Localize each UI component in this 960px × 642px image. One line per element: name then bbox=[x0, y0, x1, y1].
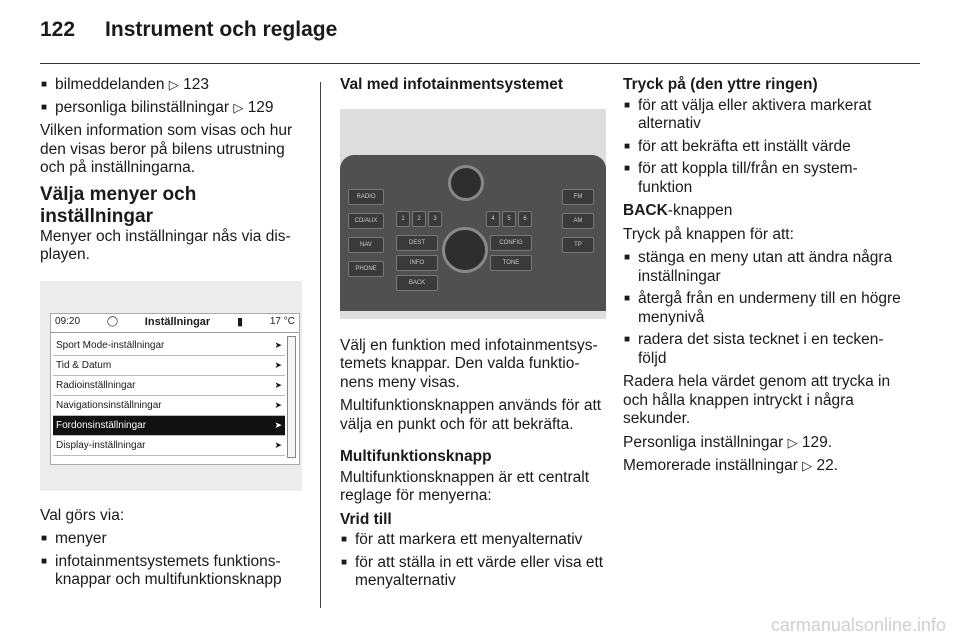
menu-item-selected: Fordonsinställningar ➤ bbox=[53, 416, 285, 436]
list-item: ■ för att markera ett menyalternativ bbox=[340, 531, 606, 550]
subheading-turn: Vrid till bbox=[340, 510, 392, 528]
list-item: ■ för att ställa in ett värde eller visa ett menyalternativ bbox=[340, 554, 606, 591]
screen-time: 09:20 bbox=[55, 316, 81, 328]
list-item: ■ personliga bilinställningar ▷ 129 bbox=[40, 99, 308, 118]
fm-button: FM bbox=[562, 189, 594, 205]
press-bullet-list bbox=[623, 97, 910, 198]
chevron-right-icon: ➤ bbox=[274, 419, 282, 430]
memory-settings-ref: Memorerade inställningar ▷ 22. bbox=[623, 457, 839, 474]
cd-aux-button: CD/AUX bbox=[348, 213, 384, 229]
list-item: ■ infotainmentsystemets funktions-knappar och multifunktionsknapp bbox=[40, 553, 308, 590]
radio-button: RADIO bbox=[348, 189, 384, 205]
top-bullet-list bbox=[40, 76, 308, 117]
chevron-right-icon: ➤ bbox=[274, 379, 282, 390]
display-screen bbox=[50, 313, 300, 465]
list-item: ■ stänga en meny utan att ändra några inställningar bbox=[623, 249, 910, 286]
menu-item: Radioinställningar ➤ bbox=[53, 376, 285, 396]
dest-button: DEST bbox=[396, 235, 438, 251]
paragraph: Radera hela värdet genom att trycka in och hålla knappen intryckt i några sekunder. bbox=[623, 373, 891, 427]
section-heading: Välja menyer och inställningar bbox=[40, 183, 197, 227]
turn-bullet-list bbox=[340, 531, 606, 591]
back-heading: BACK-knappen bbox=[623, 202, 733, 219]
via-label: Val görs via: bbox=[40, 506, 125, 524]
clock-icon: ◯ bbox=[106, 316, 119, 328]
column-2 bbox=[340, 76, 606, 596]
list-item: ■ återgå från en undermeny till en högre menynivå bbox=[623, 290, 910, 327]
tone-button: TONE bbox=[490, 255, 532, 271]
console-panel bbox=[340, 155, 606, 311]
preset-3-button: 3 bbox=[428, 211, 442, 227]
list-item: ■ för att koppla till/från en system-funktion bbox=[623, 160, 910, 197]
list-item: ■ för att bekräfta ett inställt värde bbox=[623, 138, 910, 157]
chapter-title: Instrument och reglage bbox=[105, 18, 338, 41]
section-heading: Val med infotainmentsystemet bbox=[340, 76, 564, 93]
list-item: ■ menyer bbox=[40, 530, 308, 549]
info-paragraph: Vilken information som visas och hur den visas beror på bilens utrustning och på inställningarna. bbox=[40, 122, 293, 176]
screen-status-bar bbox=[51, 314, 299, 333]
multifunction-knob bbox=[442, 227, 488, 273]
settings-screen-illustration bbox=[40, 281, 302, 491]
menu-item: Navigationsinställningar ➤ bbox=[53, 396, 285, 416]
header-rule bbox=[40, 63, 920, 64]
preset-6-button: 6 bbox=[518, 211, 532, 227]
page-ref: 123 bbox=[183, 76, 209, 93]
paragraph: Multifunktionsknappen är ett centralt reglage för menyerna: bbox=[340, 468, 589, 504]
tp-button: TP bbox=[562, 237, 594, 253]
arrow-icon: ▷ bbox=[233, 99, 244, 115]
menu-item: Sport Mode-inställningar ➤ bbox=[53, 336, 285, 356]
intro-paragraph: Menyer och inställningar nås via dis-playen. bbox=[40, 227, 291, 263]
section-heading: Tryck på (den yttre ringen) bbox=[623, 76, 818, 93]
via-bullet-list bbox=[40, 530, 308, 590]
page-header bbox=[40, 18, 337, 50]
paragraph: Multifunktionsknappen används för att välja en punkt och för att bekräfta. bbox=[340, 397, 602, 433]
chevron-right-icon: ➤ bbox=[274, 359, 282, 370]
list-item: ■ radera det sista tecknet i en tecken-följd bbox=[623, 331, 910, 368]
preset-2-button: 2 bbox=[412, 211, 426, 227]
am-button: AM bbox=[562, 213, 594, 229]
config-button: CONFIG bbox=[490, 235, 532, 251]
page-number: 122 bbox=[40, 18, 76, 41]
preset-1-button: 1 bbox=[396, 211, 410, 227]
personal-settings-ref: Personliga inställningar ▷ 129. bbox=[623, 433, 833, 451]
chevron-right-icon: ➤ bbox=[274, 439, 282, 450]
menu-item: Tid & Datum ➤ bbox=[53, 356, 285, 376]
screen-scrollbar bbox=[287, 336, 296, 458]
column-1 bbox=[40, 76, 308, 595]
arrow-icon: ▷ bbox=[168, 77, 179, 92]
page-ref: 129 bbox=[247, 98, 274, 116]
arrow-icon: ▷ bbox=[787, 434, 798, 450]
column-3 bbox=[623, 76, 910, 481]
thermometer-icon: ▮ bbox=[236, 316, 244, 329]
list-item: ■ bilmeddelanden ▷ 123 bbox=[40, 76, 308, 95]
chevron-right-icon: ➤ bbox=[274, 339, 282, 350]
preset-5-button: 5 bbox=[502, 211, 516, 227]
back-bullet-list bbox=[623, 249, 910, 368]
preset-4-button: 4 bbox=[486, 211, 500, 227]
infotainment-console-illustration bbox=[340, 109, 606, 319]
info-button: INFO bbox=[396, 255, 438, 271]
power-knob bbox=[448, 165, 484, 201]
paragraph: Tryck på knappen för att: bbox=[623, 225, 794, 243]
phone-button: PHONE bbox=[348, 261, 384, 277]
list-item: ■ för att välja eller aktivera markerat alternativ bbox=[623, 97, 910, 134]
screen-title: Inställningar bbox=[144, 316, 211, 329]
column-divider bbox=[320, 82, 321, 608]
watermark: carmanualsonline.info bbox=[770, 615, 946, 635]
menu-item: Display-inställningar ➤ bbox=[53, 436, 285, 456]
arrow-icon: ▷ bbox=[802, 458, 813, 473]
subheading-multifunction: Multifunktionsknapp bbox=[340, 448, 492, 465]
screen-temperature: 17 °C bbox=[269, 316, 295, 328]
back-label: BACK bbox=[623, 202, 668, 219]
back-button: BACK bbox=[396, 275, 438, 291]
nav-button: NAV bbox=[348, 237, 384, 253]
chevron-right-icon: ➤ bbox=[274, 399, 282, 410]
settings-menu-list bbox=[53, 336, 285, 456]
paragraph: Välj en funktion med infotainmentsys-temets knappar. Den valda funktio-nens meny visas. bbox=[340, 336, 598, 391]
